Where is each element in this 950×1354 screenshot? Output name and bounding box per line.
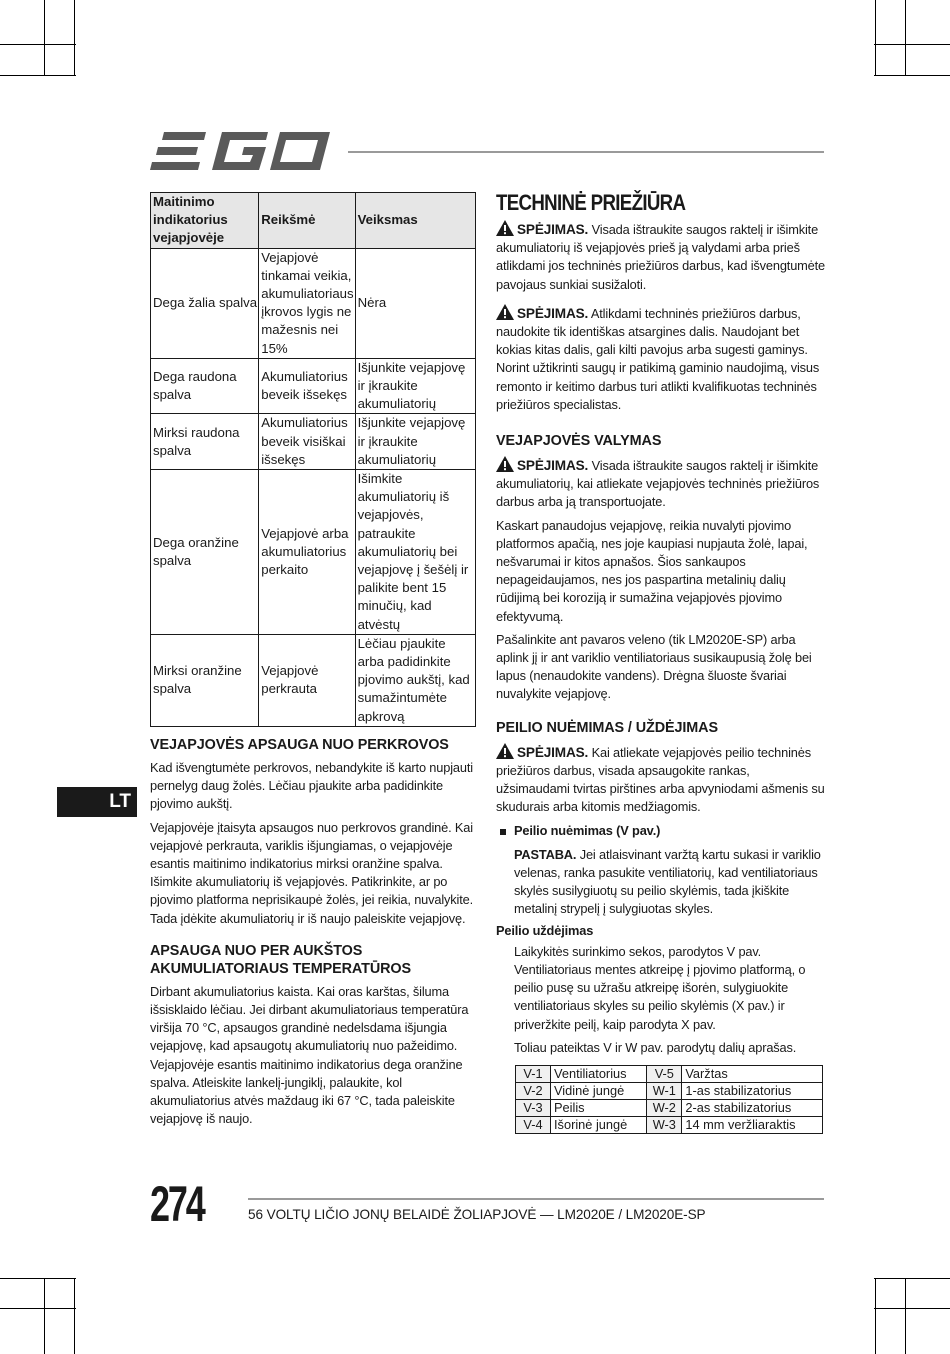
- note-text: Jei atlaisvinant varžtą kartu sukasi ir variklio velenas, ranka pasukite ventiliatorių, kad ventiliatoriaus skylės susilygiuotų su peilio skylėmis, tada įkiškite metalinį strypelį į sulygiuotas skyles.: [514, 846, 821, 917]
- table-row: [151, 470, 476, 635]
- warning-block: [496, 304, 826, 414]
- install-paragraph: Laikykitės surinkimo sekos, parodytos V pav. Ventiliatoriaus mentes atkreipę į pjovimo platformą, o peilio pusę su užrašu atkreipę išorėn, sulygiuokite ventiliatoriaus skyles su peilio skylėmis (X pav.) ir priveržkite peilį, kaip parodyta X pav.: [514, 943, 806, 1032]
- table-cell: Dega oranžine spalva: [151, 470, 259, 635]
- table-cell: Vejapjovė arba akumuliatorius perkaito: [259, 470, 355, 635]
- part-name: Varžtas: [682, 1065, 823, 1082]
- ego-logo: [150, 130, 332, 172]
- note-label: PASTABA.: [514, 846, 577, 862]
- table-cell: Akumuliatorius beveik visiškai išsekęs: [259, 414, 355, 470]
- part-name: 2-as stabilizatorius: [682, 1099, 823, 1116]
- table-cell: Vejapjovė tinkamai veikia, akumuliatoriaus įkrovos lygis ne mažesnis nei 15%: [259, 248, 355, 358]
- warning-label: SPĖJIMAS.: [517, 744, 589, 760]
- blade-install-heading: Peilio uždėjimas: [496, 922, 594, 938]
- part-code: V-2: [516, 1082, 551, 1099]
- column-header: Reikšmė: [259, 193, 355, 249]
- blade-removal-item: [496, 822, 826, 840]
- warning-text: Visada ištraukite saugos raktelį ir išimkite akumuliatorių, kai atliekate vejapjovės techninės priežiūros darbus arba ją transportuojate.: [496, 458, 820, 510]
- table-cell: Mirksi raudona spalva: [151, 414, 259, 470]
- left-column: [150, 192, 476, 1128]
- part-code: W-1: [647, 1082, 682, 1099]
- table-cell: Išimkite akumuliatorių iš vejapjovės, patraukite akumuliatorių bei vejapjovę į šešėlį ir palikite bent 15 minučių, kad atvėstų: [355, 470, 475, 635]
- bullet-icon: [500, 829, 506, 835]
- cleaning-paragraph: Kaskart panaudojus vejapjovę, reikia nuvalyti pjovimo platformos apačią, nes joje kaupiasi nupjauta žolė, lapai, nešvarumai ir kitos apnašos. Šios sankaupos nepageidaujamos, nes jos paspartina metalinių dalių rūdijimą bei koroziją ir sumažina vejapjovės pjovimo efektyvumą.: [496, 517, 808, 624]
- table-cell: Mirksi oranžine spalva: [151, 634, 259, 726]
- warning-icon: [496, 304, 514, 320]
- part-name: Vidinė jungė: [551, 1082, 647, 1099]
- blade-heading: PEILIO NUĖMIMAS / UŽDĖJIMAS: [496, 719, 718, 736]
- column-header: Maitinimo indikatorius vejapjovėje: [151, 193, 259, 249]
- indicator-table: [150, 192, 476, 727]
- warning-block: [496, 220, 826, 294]
- table-cell: Lėčiau pjaukite arba padidinkite pjovimo aukštį, kad sumažintumėte apkrovą: [355, 634, 475, 726]
- install-paragraph: Toliau pateiktas V ir W pav. parodytų dalių aprašas.: [514, 1039, 797, 1055]
- table-cell: Išjunkite vejapjovę ir įkraukite akumuliatorių: [355, 358, 475, 414]
- overload-heading: VEJAPJOVĖS APSAUGA NUO PERKROVOS: [150, 736, 449, 753]
- table-row: [516, 1082, 823, 1099]
- warning-block: [496, 743, 826, 817]
- table-row: [516, 1116, 823, 1133]
- temperature-heading: APSAUGA NUO PER AUKŠTOS AKUMULIATORIAUS TEMPERATŪROS: [150, 942, 412, 977]
- warning-text: Kai atliekate vejapjovės peilio techninės priežiūros darbus, visada apsaugokite rankas, užsimaudami tvirtas pirštines arba apvyniodami ašmenis su skudurais arba kitomis medžiagomis.: [496, 744, 825, 815]
- column-header: Veiksmas: [355, 193, 475, 249]
- blade-removal-heading: Peilio nuėmimas (V pav.): [514, 823, 661, 839]
- part-code: W-2: [647, 1099, 682, 1116]
- overload-paragraph: Kad išvengtumėte perkrovos, nebandykite iš karto nupjauti pernelyg daug žolės. Lėčiau pjaukite arba padidinkite pjovimo aukštį.: [150, 759, 473, 812]
- warning-label: SPĖJIMAS.: [517, 305, 589, 321]
- footer-rule: [248, 1198, 824, 1200]
- part-code: V-3: [516, 1099, 551, 1116]
- table-cell: Dega raudona spalva: [151, 358, 259, 414]
- table-row: [151, 248, 476, 358]
- warning-label: SPĖJIMAS.: [517, 222, 589, 237]
- part-name: 14 mm veržliaraktis: [682, 1116, 823, 1133]
- part-code: V-5: [647, 1065, 682, 1082]
- table-row: [516, 1065, 823, 1082]
- part-name: Ventiliatorius: [551, 1065, 647, 1082]
- part-code: V-1: [516, 1065, 551, 1082]
- header-rule: [348, 151, 824, 153]
- table-header-row: [151, 193, 476, 249]
- table-row: [151, 634, 476, 726]
- language-tab: LT: [57, 787, 137, 817]
- table-cell: Nėra: [355, 248, 475, 358]
- temperature-paragraph: Dirbant akumuliatorius kaista. Kai oras karštas, šiluma išsisklaido lėčiau. Jei dirbant akumuliatoriaus temperatūra viršija 70 °C, apsaugos grandinė nedelsdama išjungia vejapjovę, kad apsaugotų akumuliatorių nuo pažeidimo. Vejapjovėje esantis maitinimo indikatorius dega oranžine spalva. Atleiskite lankelį-jungiklį, palaukite, kol akumuliatorius atvės maždaug iki 67 °C, tada paleiskite vejapjovę iš naujo.: [150, 983, 469, 1127]
- part-code: W-3: [647, 1116, 682, 1133]
- part-name: Išorinė jungė: [551, 1116, 647, 1133]
- warning-block: [496, 456, 826, 512]
- table-cell: Vejapjovė perkrauta: [259, 634, 355, 726]
- table-cell: Išjunkite vejapjovę ir įkraukite akumuliatorių: [355, 414, 475, 470]
- warning-icon: [496, 456, 514, 472]
- footer-text: 56 VOLTŲ LIČIO JONŲ BELAIDĖ ŽOLIAPJOVĖ — LM2020E / LM2020E-SP: [248, 1207, 706, 1222]
- warning-text: Atlikdami techninės priežiūros darbus, naudokite tik identiškas atsargines dalis. Naudojant bet kokias kitas dalis, gali kilti pavojus arba sugesti gaminys. Norint užtikrinti saugų ir patikimą gaminio naudojimą, visus remonto ir keitimo darbus turi atlikti kvalifikuotas techninės priežiūros specialistas.: [496, 305, 820, 412]
- part-name: 1-as stabilizatorius: [682, 1082, 823, 1099]
- warning-label: SPĖJIMAS.: [517, 458, 589, 474]
- table-cell: Dega žalia spalva: [151, 248, 259, 358]
- table-row: [516, 1099, 823, 1116]
- parts-table: [515, 1065, 823, 1134]
- page-title: TECHNINĖ PRIEŽIŪRA: [496, 190, 686, 215]
- table-row: [151, 414, 476, 470]
- warning-icon: [496, 743, 514, 759]
- cleaning-paragraph: Pašalinkite ant pavaros veleno (tik LM2020E-SP) arba aplink jį ir ant variklio ventiliatoriaus susikaupusią žolę bei lapus (nenaudokite vandens). Drėgna šluoste švariai nuvalykite vejapjovę.: [496, 631, 812, 702]
- warning-icon: [496, 220, 514, 236]
- table-cell: Akumuliatorius beveik išsekęs: [259, 358, 355, 414]
- page-number: 274: [150, 1176, 204, 1232]
- warning-text: Visada ištraukite saugos raktelį ir išimkite akumuliatorių iš vejapjovės prieš ją valydami arba prieš atlikdami jos techninės priežiūros darbus, kad išvengtumėte pavojaus sunkiai susižaloti.: [496, 222, 826, 292]
- part-name: Peilis: [551, 1099, 647, 1116]
- part-code: V-4: [516, 1116, 551, 1133]
- right-column: [496, 190, 826, 1134]
- cleaning-heading: VEJAPJOVĖS VALYMAS: [496, 433, 662, 450]
- overload-paragraph: Vejapjovėje įtaisyta apsaugos nuo perkrovos grandinė. Kai vejapjovė perkrauta, variklis išjungiamas, o vejapjovėje esantis maitinimo indikatorius mirksi oranžine spalva. Išimkite akumuliatorių iš vejapjovės. Patikrinkite, ar po pjovimo platforma neprisikaupė žolės, jei reikia, nuvalykite. Tada įdėkite akumuliatorių ir iš naujo paleiskite vejapjovę.: [150, 819, 474, 926]
- table-row: [151, 358, 476, 414]
- note-block: [496, 846, 826, 919]
